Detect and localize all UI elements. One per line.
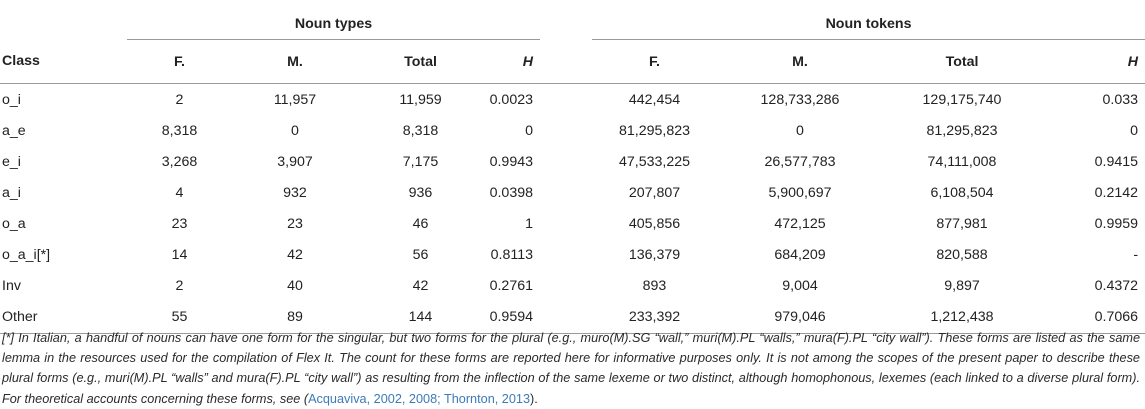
tokens-m-cell: 684,209 (774, 247, 826, 264)
tokens-m-cell: 0 (796, 122, 804, 139)
tokens-h-cell: 0.7066 (1041, 302, 1145, 334)
noun-tokens-header: Noun tokens (592, 9, 1145, 40)
tokens-m-cell: 5,900,697 (768, 184, 832, 201)
types-f-cell: 3,268 (161, 153, 198, 170)
tokens-h-cell: 0.9415 (1094, 153, 1139, 170)
types-f-cell: 14 (171, 247, 188, 264)
types-f-header: F. (127, 40, 232, 84)
tokens-h-cell: 0 (1130, 122, 1139, 139)
types-m-cell: 42 (287, 247, 303, 264)
tokens-m-cell: 979,046 (717, 302, 883, 334)
types-f-cell: 8,318 (161, 122, 198, 139)
class-cell: e_i (2, 153, 21, 170)
types-total-cell: 11,959 (399, 91, 442, 108)
class-cell: o_a (2, 215, 26, 232)
types-h-header: H (483, 40, 540, 84)
tokens-m-cell: 472,125 (774, 215, 826, 232)
tokens-h-cell: - (1133, 247, 1139, 264)
types-total-cell: 7,175 (402, 153, 439, 170)
column-header-row (0, 40, 1145, 84)
tokens-f-cell: 442,454 (628, 91, 681, 108)
types-total-cell: 8,318 (402, 122, 439, 139)
types-total-cell: 42 (412, 278, 429, 295)
tokens-total-cell: 820,588 (936, 247, 988, 264)
tokens-total-cell: 9,897 (944, 278, 980, 295)
types-m-cell: 40 (287, 278, 303, 295)
tokens-m-cell: 128,733,286 (760, 91, 840, 108)
types-total-cell: 144 (358, 302, 483, 334)
table-row (0, 239, 1145, 270)
types-f-cell: 2 (175, 91, 184, 108)
table-row (0, 177, 1145, 208)
types-h-cell: 0.0398 (489, 184, 533, 201)
types-m-cell: 0 (291, 122, 299, 139)
tokens-f-cell: 893 (642, 278, 667, 295)
types-h-cell: 0.9943 (489, 153, 533, 170)
types-h-cell: 0 (525, 122, 533, 139)
class-cell: o_i (2, 91, 21, 108)
types-h-cell: 0.9594 (483, 302, 540, 334)
table-footnote (2, 328, 1140, 409)
noun-class-table (0, 9, 1145, 334)
tokens-total-cell: 81,295,823 (926, 122, 998, 139)
types-m-header: M. (232, 40, 358, 84)
class-cell: a_e (2, 122, 26, 139)
types-total-cell: 46 (412, 215, 429, 232)
footnote-citation-link[interactable]: Acquaviva, 2002, 2008; Thornton, 2013 (308, 391, 531, 406)
tokens-f-cell: 47,533,225 (618, 153, 690, 170)
table-row (0, 146, 1145, 177)
tokens-f-cell: 405,856 (628, 215, 681, 232)
tokens-h-cell: 0.4372 (1094, 278, 1139, 295)
tokens-f-cell: 207,807 (628, 184, 681, 201)
types-total-cell: 56 (412, 247, 429, 264)
tokens-total-cell: 129,175,740 (922, 91, 1002, 108)
footnote-text: [*] In Italian, a handful of nouns can have one form for the singular, but two forms for the plural (e.g., muro(M).SG “wall,” muri(M).PL “walls,” mura(F).PL “city wall”). These forms are listed as the same lemma in the resources used for the compilation of Flex It. The count for these forms are reported here for informative purposes only. It is not among the scopes of the present paper to describe these plural forms (e.g., muri(M).PL “walls” and mura(F).PL “city wall”) as resulting from the inflection of the same lexeme or two distinct, although homophonous, lexemes (each linked to a diverse plural form). For theoretical accounts concerning these forms, see ( (2, 330, 1140, 406)
table-row (0, 208, 1145, 239)
class-cell: Inv (2, 278, 21, 295)
tokens-total-cell: 877,981 (936, 215, 988, 232)
types-h-cell: 0.8113 (490, 247, 533, 264)
tokens-total-header: Total (883, 40, 1041, 84)
tokens-h-header: H (1041, 40, 1145, 84)
table-row (0, 115, 1145, 146)
types-f-cell: 2 (175, 278, 184, 295)
tokens-f-cell: 81,295,823 (618, 122, 690, 139)
class-cell: o_a_i[*] (2, 247, 51, 264)
types-h-cell: 1 (525, 215, 533, 232)
tokens-m-cell: 26,577,783 (764, 153, 836, 170)
types-m-cell: 932 (283, 184, 307, 201)
class-cell: Other (0, 302, 127, 334)
tokens-m-cell: 9,004 (782, 278, 818, 295)
tokens-f-header: F. (592, 40, 717, 84)
table-row (0, 84, 1145, 116)
types-total-header: Total (358, 40, 483, 84)
types-f-cell: 4 (175, 184, 184, 201)
footnote-end: ). (530, 391, 538, 406)
group-header-row (0, 9, 1145, 40)
types-f-cell: 55 (127, 302, 232, 334)
tokens-f-cell: 233,392 (592, 302, 717, 334)
tokens-m-header: M. (717, 40, 883, 84)
tokens-total-cell: 6,108,504 (930, 184, 994, 201)
types-m-cell: 11,957 (273, 91, 317, 108)
class-cell: a_i (2, 184, 21, 201)
tokens-h-cell: 0.9959 (1094, 215, 1139, 232)
noun-types-header: Noun types (127, 9, 540, 40)
class-column-header: Class (0, 40, 127, 84)
types-m-cell: 3,907 (277, 153, 313, 170)
tokens-f-cell: 136,379 (628, 247, 681, 264)
types-h-cell: 0.2761 (489, 278, 533, 295)
tokens-h-cell: 0.033 (1102, 91, 1139, 108)
types-m-cell: 23 (287, 215, 303, 232)
tokens-total-cell: 1,212,438 (883, 302, 1041, 334)
types-m-cell: 89 (232, 302, 358, 334)
table-row (0, 271, 1145, 302)
types-h-cell: 0.0023 (489, 91, 533, 108)
types-total-cell: 936 (408, 184, 433, 201)
tokens-h-cell: 0.2142 (1094, 184, 1139, 201)
types-f-cell: 23 (171, 215, 188, 232)
tokens-total-cell: 74,111,008 (927, 153, 997, 170)
